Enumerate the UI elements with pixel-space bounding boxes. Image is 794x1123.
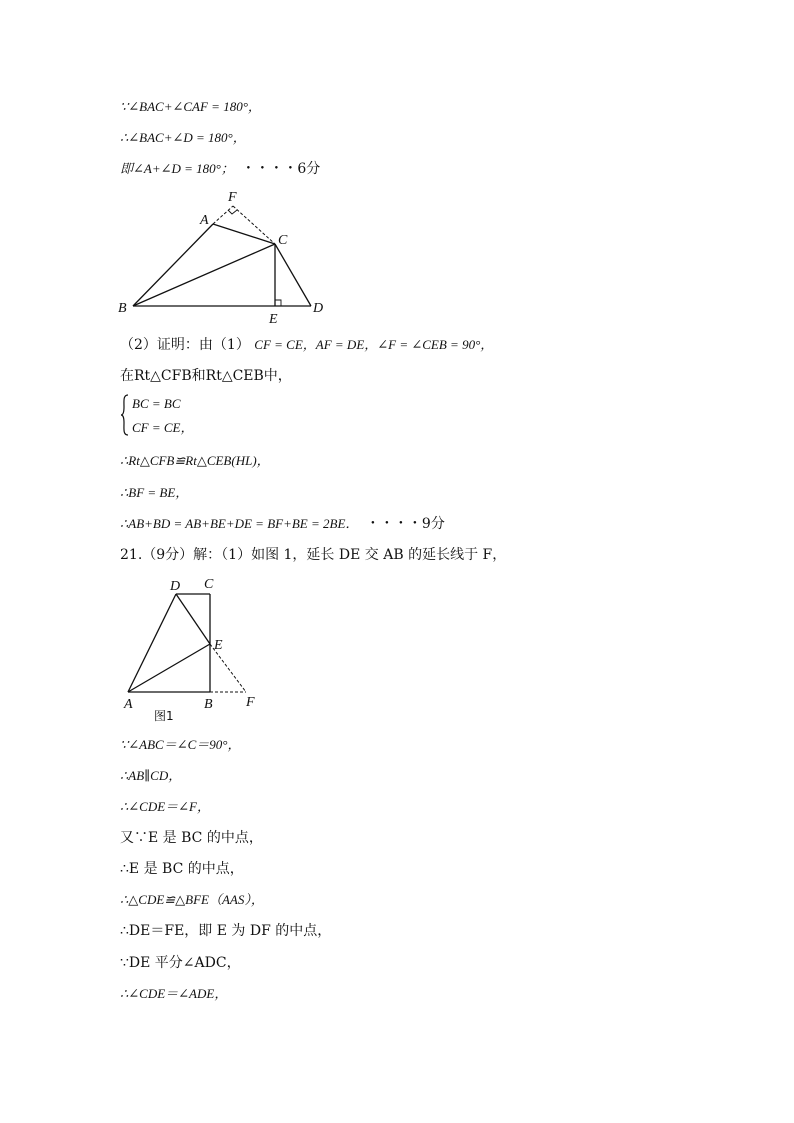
math-text: ∴∠CDE＝∠F， <box>120 799 210 814</box>
geometry-figure-trapezoid <box>118 572 268 722</box>
proof-text: ∴E 是 BC 的中点， <box>120 861 244 877</box>
math-text: ∴BF = BE， <box>120 485 189 500</box>
solution-line-6 <box>120 891 264 909</box>
figure-caption: 图1 <box>154 709 174 722</box>
brace-symbol <box>120 393 130 437</box>
proof-text: 又∵E 是 BC 的中点， <box>120 830 263 846</box>
solution-line-5 <box>120 860 244 878</box>
math-text: ∴∠BAC+∠D = 180°， <box>120 130 246 145</box>
proof-line-3 <box>120 160 320 178</box>
system-eq-2: CF = CE， <box>132 420 194 435</box>
point-label-e: E <box>269 312 278 327</box>
proof-text: ∵DE 平分∠ADC， <box>120 955 241 971</box>
proof-line-2 <box>120 129 246 147</box>
proof-text: ∴DE＝FE，即 E 为 DF 的中点， <box>120 923 332 939</box>
solution-line-3 <box>120 798 210 816</box>
proof-line-6 <box>120 452 270 470</box>
solution-line-1 <box>120 736 240 754</box>
proof-line-5 <box>120 367 292 385</box>
math-text: ∴AB∥CD， <box>120 768 182 783</box>
problem-21-heading <box>120 546 506 564</box>
math-text: ∴∠CDE＝∠ADE， <box>120 986 228 1001</box>
point-label-d: D <box>313 301 324 316</box>
score-note: ・・・・6分 <box>241 161 321 177</box>
point-label-e: E <box>214 638 223 653</box>
point-label-f: F <box>228 190 237 205</box>
math-text: CF = CE，AF = DE，∠F = ∠CEB = 90°， <box>254 337 494 352</box>
proof-line-7 <box>120 484 188 502</box>
solution-line-8 <box>120 954 241 972</box>
solution-line-4 <box>120 829 263 847</box>
solution-line-7 <box>120 922 331 940</box>
point-label-c: C <box>278 233 288 248</box>
proof-line-8 <box>120 515 445 533</box>
geometry-figure-quadrilateral <box>115 186 335 328</box>
solution-line-2 <box>120 767 181 785</box>
system-eq-1: BC = BC <box>132 396 181 411</box>
math-text: ∵∠ABC＝∠C＝90°， <box>120 737 241 752</box>
math-text: ∵∠BAC+∠CAF = 180°， <box>120 99 261 114</box>
point-label-a: A <box>200 213 209 228</box>
point-label-a: A <box>124 697 133 712</box>
point-label-b: B <box>204 697 213 712</box>
proof-text: 21.（9分）解：（1）如图 1，延长 DE 交 AB 的延长线于 F， <box>120 547 507 563</box>
point-label-f: F <box>246 695 255 710</box>
point-label-d: D <box>170 579 181 594</box>
math-text: ∴Rt△CFB≌Rt△CEB(HL)， <box>120 453 270 468</box>
point-label-c: C <box>204 577 214 592</box>
proof-text: （2）证明：由（1） <box>120 337 250 353</box>
math-text: ∴△CDE≌△BFE（AAS）， <box>120 892 264 907</box>
proof-line-1 <box>120 98 261 116</box>
math-text: 即∠A+∠D = 180°； <box>120 161 228 176</box>
point-label-b: B <box>118 301 127 316</box>
solution-line-9 <box>120 985 227 1003</box>
proof-text: 在Rt△CFB和Rt△CEB中， <box>120 368 292 384</box>
score-note: ・・・・9分 <box>365 516 445 532</box>
proof-line-4 <box>120 336 493 354</box>
math-text: ∴AB+BD = AB+BE+DE = BF+BE = 2BE． <box>120 516 352 531</box>
